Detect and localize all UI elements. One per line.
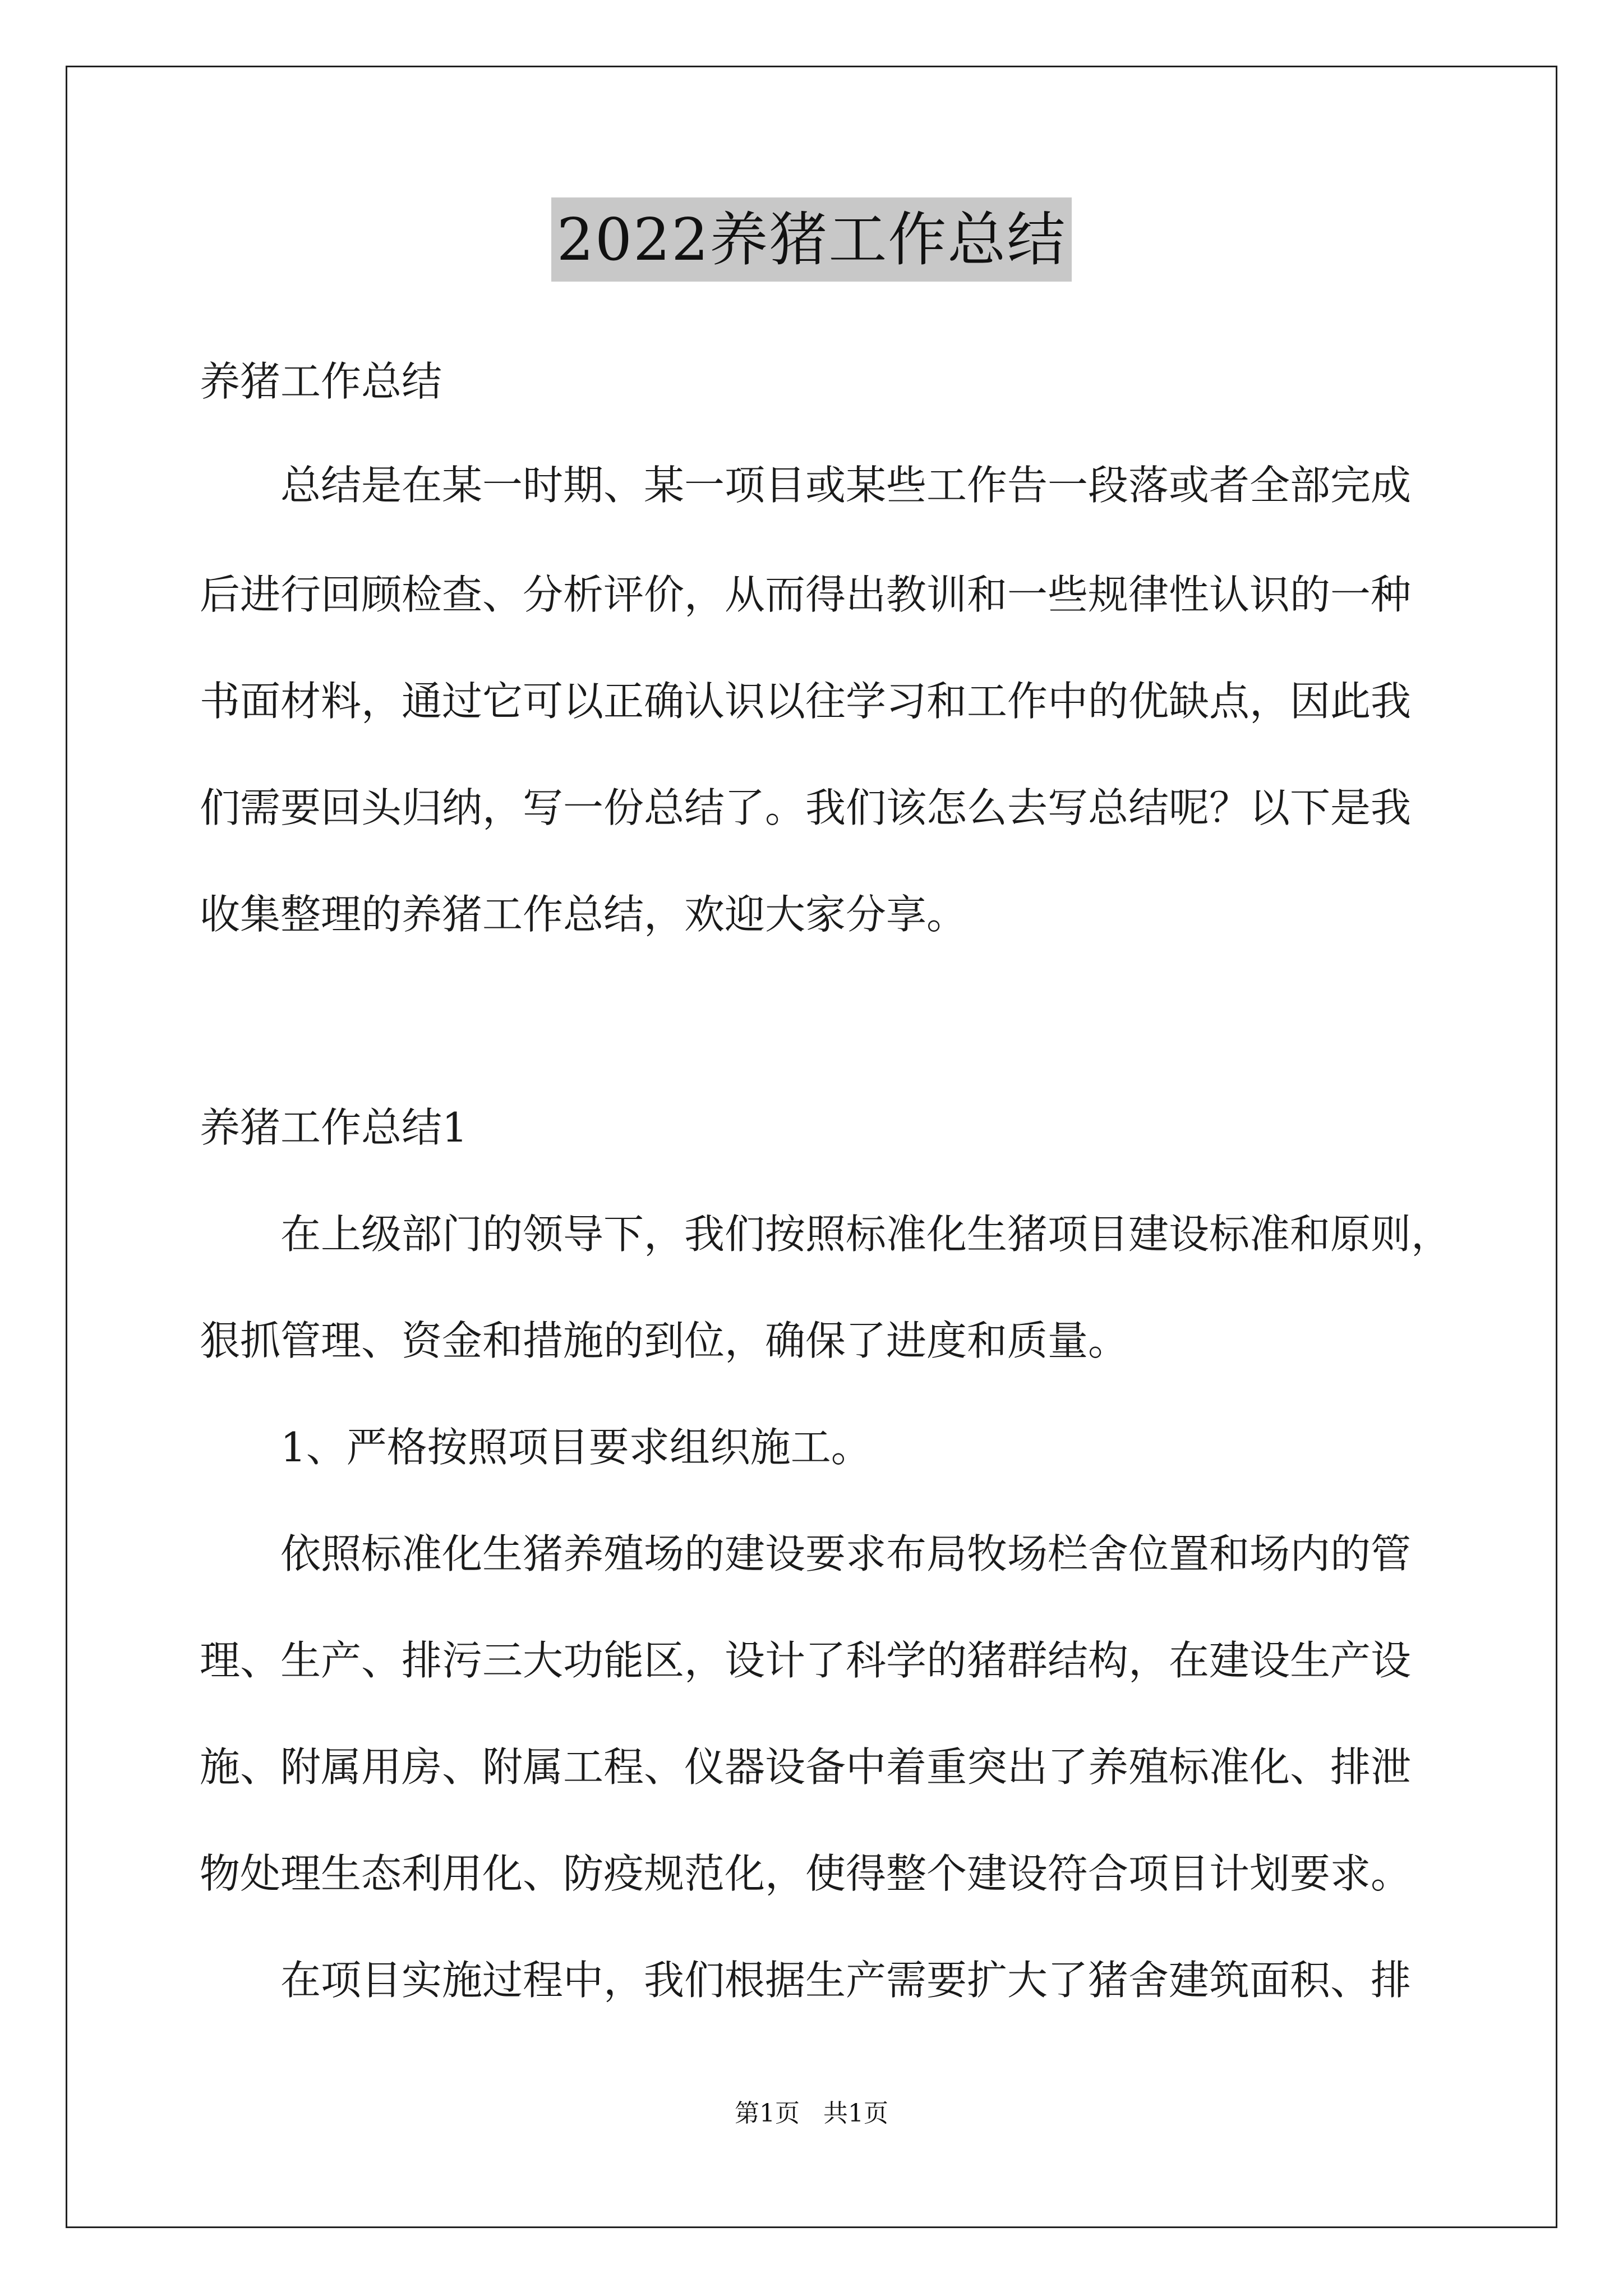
paragraph-line: 总结是在某一时期、某一项目或某些工作告一段落或者全部完成 <box>280 462 1412 509</box>
page-footer: 第1页 共1页 <box>735 2099 888 2128</box>
title-container <box>0 197 1623 282</box>
paragraph-line: 物处理生态利用化、防疫规范化，使得整个建设符合项目计划要求。 <box>200 1850 1412 1897</box>
section-heading: 养猪工作总结1 <box>200 1104 468 1151</box>
paragraph-line: 后进行回顾检查、分析评价，从而得出教训和一些规律性认识的一种 <box>200 571 1412 618</box>
paragraph-line: 依照标准化生猪养殖场的建设要求布局牧场栏舍位置和场内的管 <box>280 1530 1412 1577</box>
list-item-heading: 1、严格按照项目要求组织施工。 <box>280 1424 872 1471</box>
paragraph-line: 书面材料，通过它可以正确认识以往学习和工作中的优缺点，因此我 <box>200 678 1412 725</box>
paragraph-line: 在上级部门的领导下，我们按照标准化生猪项目建设标准和原则， <box>280 1211 1452 1258</box>
paragraph-line: 在项目实施过程中，我们根据生产需要扩大了猪舍建筑面积、排 <box>280 1957 1412 2004</box>
paragraph-line: 施、附属用房、附属工程、仪器设备中着重突出了养殖标准化、排泄 <box>200 1743 1412 1791</box>
paragraph-line: 们需要回头归纳，写一份总结了。我们该怎么去写总结呢？以下是我 <box>200 784 1412 831</box>
section-heading: 养猪工作总结 <box>200 358 442 405</box>
paragraph-line: 狠抓管理、资金和措施的到位，确保了进度和质量。 <box>200 1317 1129 1364</box>
document-title: 2022养猪工作总结 <box>551 197 1072 282</box>
paragraph-line: 理、生产、排污三大功能区，设计了科学的猪群结构，在建设生产设 <box>200 1637 1412 1684</box>
paragraph-line: 收集整理的养猪工作总结，欢迎大家分享。 <box>200 891 967 938</box>
